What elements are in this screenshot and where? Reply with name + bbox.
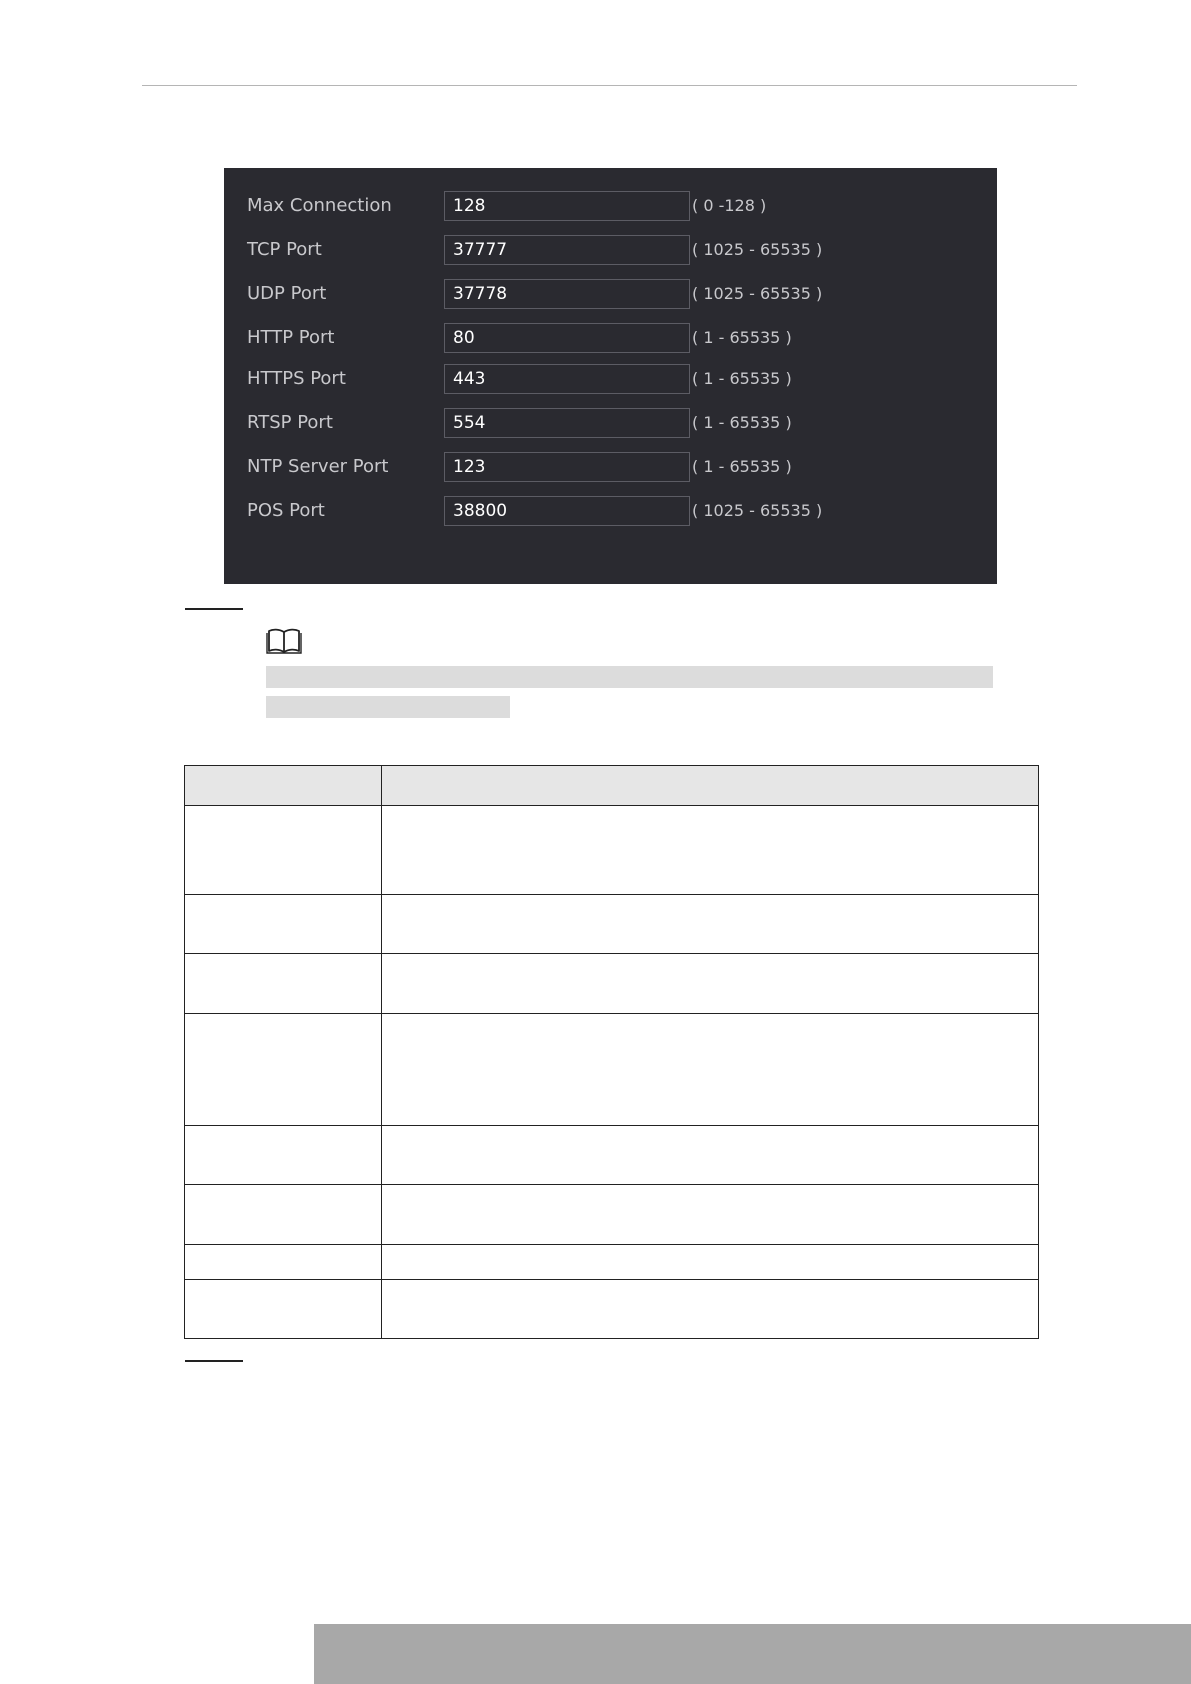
row-max-connection: [224, 191, 997, 221]
table-cell: [382, 895, 1039, 954]
http-port-label: HTTP Port: [247, 327, 335, 348]
http-port-range: ( 1 - 65535 ): [692, 328, 792, 347]
http-port-input[interactable]: [444, 323, 690, 353]
table-cell: [382, 954, 1039, 1014]
port-settings-panel: [224, 168, 997, 584]
https-port-input[interactable]: [444, 364, 690, 394]
table-cell: [382, 1126, 1039, 1185]
row-tcp-port: [224, 235, 997, 265]
row-ntp-server-port: [224, 452, 997, 482]
pos-port-range: ( 1025 - 65535 ): [692, 501, 823, 520]
tcp-port-input[interactable]: [444, 235, 690, 265]
table-cell: [185, 895, 382, 954]
table-cell: [185, 806, 382, 895]
udp-port-input[interactable]: [444, 279, 690, 309]
footer-bar: [314, 1624, 1191, 1684]
table-cell: [185, 1126, 382, 1185]
table-row: [185, 1185, 1039, 1245]
pos-port-label: POS Port: [247, 500, 325, 521]
book-open-icon: [266, 627, 302, 655]
row-https-port: [224, 364, 997, 394]
https-port-range: ( 1 - 65535 ): [692, 369, 792, 388]
table-header-row: [185, 766, 1039, 806]
table-row: [185, 954, 1039, 1014]
table-cell: [382, 806, 1039, 895]
rtsp-port-input[interactable]: [444, 408, 690, 438]
max-connection-input[interactable]: [444, 191, 690, 221]
table-cell: [382, 1245, 1039, 1280]
https-port-label: HTTPS Port: [247, 368, 346, 389]
ntp-server-port-range: ( 1 - 65535 ): [692, 457, 792, 476]
max-connection-label: Max Connection: [247, 195, 392, 216]
row-udp-port: [224, 279, 997, 309]
row-pos-port: [224, 496, 997, 526]
max-connection-range: ( 0 -128 ): [692, 196, 767, 215]
step-underline-bottom: [185, 1360, 243, 1362]
table-row: [185, 1014, 1039, 1126]
table-row: [185, 1280, 1039, 1339]
table-cell: [185, 1280, 382, 1339]
udp-port-label: UDP Port: [247, 283, 327, 304]
table-header-cell: [185, 766, 382, 806]
table-row: [185, 1245, 1039, 1280]
parameter-table: [184, 765, 1039, 1339]
step-underline: [185, 608, 243, 610]
table-row: [185, 806, 1039, 895]
table-cell: [185, 1014, 382, 1126]
rtsp-port-label: RTSP Port: [247, 412, 333, 433]
redacted-note-line-1: [266, 666, 993, 688]
row-rtsp-port: [224, 408, 997, 438]
table-row: [185, 895, 1039, 954]
pos-port-input[interactable]: [444, 496, 690, 526]
table-cell: [382, 1014, 1039, 1126]
table-header-cell: [382, 766, 1039, 806]
table-cell: [185, 954, 382, 1014]
rtsp-port-range: ( 1 - 65535 ): [692, 413, 792, 432]
table-cell: [185, 1245, 382, 1280]
ntp-server-port-input[interactable]: [444, 452, 690, 482]
table-row: [185, 1126, 1039, 1185]
tcp-port-label: TCP Port: [247, 239, 322, 260]
row-http-port: [224, 323, 997, 353]
udp-port-range: ( 1025 - 65535 ): [692, 284, 823, 303]
table-cell: [185, 1185, 382, 1245]
table-cell: [382, 1185, 1039, 1245]
tcp-port-range: ( 1025 - 65535 ): [692, 240, 823, 259]
redacted-note-line-2: [266, 696, 510, 718]
table-cell: [382, 1280, 1039, 1339]
header-rule: [142, 85, 1077, 86]
ntp-server-port-label: NTP Server Port: [247, 456, 389, 477]
